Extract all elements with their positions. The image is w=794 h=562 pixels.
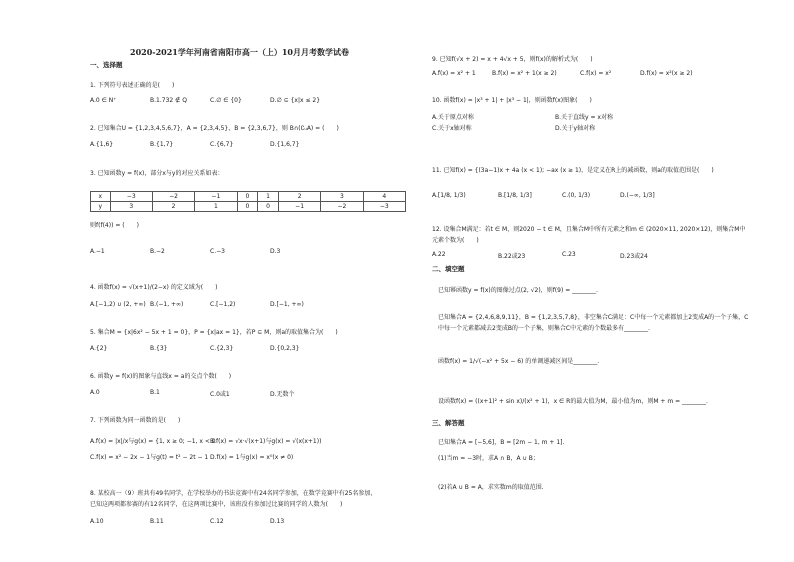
- q9-opt-d: D.f(x) = x²(x ≥ 2): [640, 70, 693, 77]
- q1-opt-d: D.∅ ⊆ {x|x ≤ 2}: [270, 97, 321, 104]
- q12-opt-d: D.23或24: [620, 253, 648, 260]
- q8-opt-b: B.11: [150, 518, 164, 525]
- q1-stem: 1. 下列符号表述正确的是( ): [90, 82, 175, 89]
- q12-opt-c: C.23: [562, 251, 576, 258]
- q8-stem-2: 已知这两项都参赛的有12名同学，在这两项比赛中，该班没有参加过比赛的同学的人数为( ): [90, 501, 343, 508]
- q13-stem: 已知幂函数y = f(x)的图像过点(2, √2)，则f(9) = ________.: [438, 287, 599, 294]
- q9-opt-c: C.f(x) = x²: [580, 70, 612, 77]
- q12-opt-b: B.22或23: [498, 253, 526, 260]
- q4-opt-a: A.[−1,2) ∪ (2, +∞): [90, 301, 146, 308]
- q2-opt-a: A.{1,6}: [90, 141, 114, 148]
- q8-opt-c: C.12: [210, 518, 224, 525]
- q7-stem: 7. 下列函数为同一函数的是( ): [90, 417, 181, 424]
- q11-opt-a: A.[1/8, 1/3): [432, 192, 466, 199]
- q5-opt-c: C.{2,3}: [210, 345, 234, 352]
- table-cell: −3: [110, 192, 152, 202]
- q12-opt-a: A.22: [432, 251, 446, 258]
- q10-opt-d: D.关于y轴对称: [555, 125, 596, 132]
- table-cell: y: [91, 202, 111, 212]
- table-cell: −2: [152, 192, 194, 202]
- table-cell: x: [91, 192, 111, 202]
- q9-stem: 9. 已知f(√x + 2) = x + 4√x + 5，则f(x)的解析式为( ): [432, 56, 593, 63]
- q3-opt-a: A.−1: [90, 248, 105, 255]
- table-cell: −1: [278, 202, 320, 212]
- q7-opt-c: C.f(x) = x² − 2x − 1与g(t) = t² − 2t − 1: [90, 454, 209, 461]
- q2-opt-c: C.{6,7}: [210, 141, 234, 148]
- q3-opt-c: C.−3: [210, 248, 225, 255]
- q11-opt-d: D.(−∞, 1/3]: [620, 192, 655, 199]
- q9-opt-b: B.f(x) = x² + 1(x ≥ 2): [492, 70, 557, 77]
- table-cell: −1: [195, 192, 237, 202]
- q17-part2: (2)若A ∪ B = A，求实数m的取值范围.: [438, 484, 544, 491]
- table-cell: −2: [321, 202, 363, 212]
- q15-stem: 函数f(x) = 1/√(−x² + 5x − 6) 的单调递减区间是________.: [438, 358, 600, 365]
- table-row-x: [91, 192, 406, 202]
- table-cell: 0: [237, 202, 258, 212]
- q17-part1: (1)当m = −3时，求A ∩ B，A ∪ B；: [438, 455, 539, 462]
- table-cell: 2: [152, 202, 194, 212]
- q1-opt-b: B.1.732 ∉ Q: [150, 97, 187, 104]
- table-cell: 1: [258, 192, 279, 202]
- q7-opt-b: B.f(x) = √x·√(x+1)与g(x) = √(x(x+1)): [210, 438, 322, 445]
- q1-opt-c: C.∅ ∈ {0}: [210, 97, 242, 104]
- q6-opt-b: B.1: [150, 389, 160, 396]
- table-cell: 0: [237, 192, 258, 202]
- q5-stem: 5. 集合M = {x|6x² − 5x + 1 = 0}，P = {x|ax = 1}，若P ⊆ M，则a的取值集合为( ): [90, 329, 338, 336]
- q3-opt-d: D.3: [270, 248, 281, 255]
- q11-stem: 11. 已知f(x) = {(3a−1)x + 4a (x < 1); −ax (x ≥ 1)，是定义在R上的减函数，则a的取值范围是( ): [432, 167, 714, 174]
- q10-opt-a: A.关于原点对称: [432, 114, 474, 121]
- table-cell: 3: [321, 192, 363, 202]
- table-row-y: [91, 202, 406, 212]
- table-cell: 1: [195, 202, 237, 212]
- q4-opt-d: D.[−1, +∞): [270, 301, 304, 308]
- q3-opt-b: B.−2: [150, 248, 165, 255]
- page-title: 2020-2021学年河南省南阳市高一（上）10月月考数学试卷: [130, 47, 349, 57]
- q17-stem: 已知集合A = [−5,6]，B = [2m − 1, m + 1].: [438, 439, 565, 446]
- q4-stem: 4. 函数f(x) = √(x+1)/(2−x) 的定义域为( ): [90, 284, 218, 291]
- q3-stem: 3. 已知函数y = f(x)，部分x与y的对应关系如表：: [90, 170, 224, 177]
- q16-stem: 设函数f(x) = ((x+1)² + sin x)/(x² + 1)，x ∈ R的最大值为M，最小值为m，则M + m = ________.: [438, 398, 708, 405]
- q5-opt-d: D.{0,2,3}: [270, 345, 300, 352]
- q2-stem: 2. 已知集合U = {1,2,3,4,5,6,7}，A = {2,3,4,5}，B = {2,3,6,7}，则 B∩(∁ᵤA) = ( ): [90, 125, 339, 132]
- q12-stem: 12. 设集合M满足：若t ∈ M，则2020 − t ∈ M，且集合M中所有元素之和m ∈ (2020×11, 2020×12)，则集合M中: [432, 226, 746, 233]
- table-cell: 2: [278, 192, 320, 202]
- q14-stem-2: 中每一个元素都减去2变成B的一个子集，则集合C中元素的个数最多有________.: [438, 325, 651, 332]
- q11-opt-b: B.[1/8, 1/3]: [498, 192, 532, 199]
- q6-opt-d: D.无数个: [270, 391, 295, 398]
- q10-stem: 10. 函数f(x) = |x³ + 1| + |x³ − 1|，则函数f(x)图象( ): [432, 97, 592, 104]
- q3-after: 则f(f(4)) = ( ): [90, 222, 139, 229]
- q6-stem: 6. 函数y = f(x)的图象与直线x = a的交点个数( ): [90, 373, 232, 380]
- q1-opt-a: A.0 ∈ N⁺: [90, 97, 117, 104]
- table-cell: 4: [363, 192, 405, 202]
- q12-stem-2: 元素个数为( ): [432, 237, 479, 244]
- q2-opt-b: B.{1,7}: [150, 141, 174, 148]
- q5-opt-a: A.{2}: [90, 345, 108, 352]
- q10-opt-b: B.关于直线y = x对称: [555, 114, 613, 121]
- q5-opt-b: B.{3}: [150, 345, 168, 352]
- table-cell: −3: [363, 202, 405, 212]
- q4-opt-b: B.(−1, +∞): [150, 301, 184, 308]
- q8-opt-a: A.10: [90, 518, 104, 525]
- q6-opt-c: C.0或1: [210, 391, 230, 398]
- q9-opt-a: A.f(x) = x² + 1: [432, 70, 476, 77]
- q14-stem: 已知集合A = {2,4,6,8,9,11}，B = {1,2,3,5,7,8}，非空集合C满足：C中每一个元素都加上2变成A的一个子集，C: [438, 314, 749, 321]
- q4-opt-c: C.[−1,2): [210, 301, 236, 308]
- section-fill-in: 二、填空题: [432, 265, 465, 273]
- table-cell: 3: [110, 202, 152, 212]
- q7-opt-d: D.f(x) = 1与g(x) = x⁰(x ≠ 0): [210, 454, 294, 461]
- function-value-table: [90, 191, 406, 212]
- q2-opt-d: D.{1,6,7}: [270, 141, 300, 148]
- left-column: [84, 0, 424, 562]
- section-solution: 三、解答题: [432, 419, 465, 427]
- q11-opt-c: C.(0, 1/3): [562, 192, 591, 199]
- table-cell: 0: [258, 202, 279, 212]
- q8-opt-d: D.13: [270, 518, 285, 525]
- right-column: [432, 0, 777, 562]
- q8-stem: 8. 某校高一（9）班共有49名同学，在学校举办的书法竞赛中有24名同学参加，在数学竞赛中有25名参加，: [90, 490, 377, 497]
- q10-opt-c: C.关于x轴对称: [432, 125, 472, 132]
- section-choice: 一、选择题: [90, 61, 123, 69]
- q6-opt-a: A.0: [90, 389, 100, 396]
- q7-opt-a: A.f(x) = |x|/x与g(x) = {1, x ≥ 0; −1, x < 0: [90, 438, 216, 445]
